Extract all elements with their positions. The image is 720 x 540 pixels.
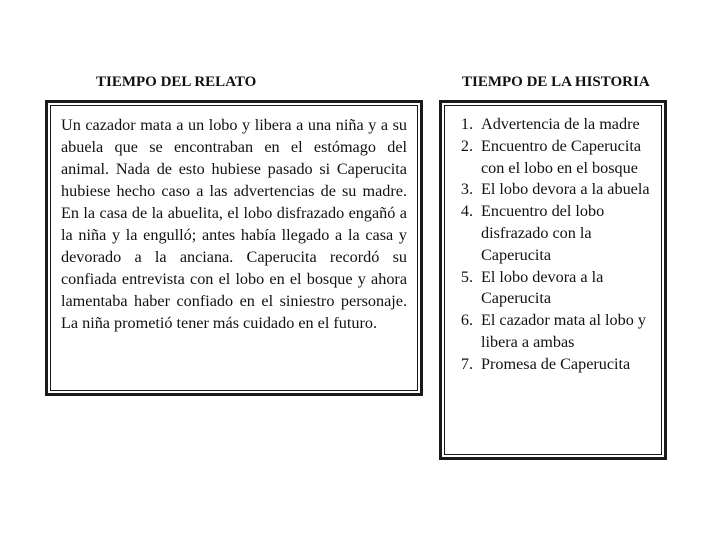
list-item-number: 1. <box>460 115 473 133</box>
list-item-text: Promesa de Caperucita <box>481 354 631 373</box>
list-item-number: 6. <box>460 311 473 330</box>
list-item <box>451 201 655 266</box>
relato-box-inner-border <box>50 105 418 391</box>
list-item <box>451 179 655 201</box>
list-item-text: El cazador mata al lobo y libera a ambas <box>481 311 646 351</box>
relato-paragraph: Un cazador mata a un lobo y libera a una niña y a su abuela que se encontraban en el estómago del animal. Nada de esto hubiese pasado si Caperucita hubiese hecho caso a las advertencias de su madre. En la casa de la abuelita, el lobo disfrazado engañó a la niña y la engulló; antes había llegado a la casa y devorado a la anciana. Caperucita recordó su confiada entrevista con el lobo en el bosque y ahora lamentaba haber confiado en el siniestro personaje. La niña prometió tener más cuidado en el futuro. <box>61 116 407 332</box>
list-item-number: 4. <box>460 202 473 221</box>
list-item-text: El lobo devora a la abuela <box>481 180 650 199</box>
list-item <box>451 354 655 376</box>
list-item <box>451 114 655 136</box>
list-item-text: Advertencia de la madre <box>481 115 640 133</box>
list-item-text: Encuentro de Caperucita con el lobo en el bosque <box>481 136 642 177</box>
list-item-number: 3. <box>460 180 473 199</box>
relato-heading: TIEMPO DEL RELATO <box>96 74 257 90</box>
historia-list <box>451 114 655 376</box>
list-item-number: 2. <box>460 136 473 155</box>
list-item <box>451 136 655 180</box>
historia-box-inner-border <box>444 105 662 455</box>
list-item <box>451 267 655 311</box>
list-item <box>451 310 655 354</box>
historia-box <box>439 100 667 460</box>
historia-heading: TIEMPO DE LA HISTORIA <box>462 74 650 90</box>
list-item-text: El lobo devora a la Caperucita <box>481 267 604 308</box>
relato-box <box>45 100 423 396</box>
list-item-number: 7. <box>460 354 473 373</box>
list-item-text: Encuentro del lobo disfrazado con la Caperucita <box>481 202 605 264</box>
list-item-number: 5. <box>460 267 473 286</box>
